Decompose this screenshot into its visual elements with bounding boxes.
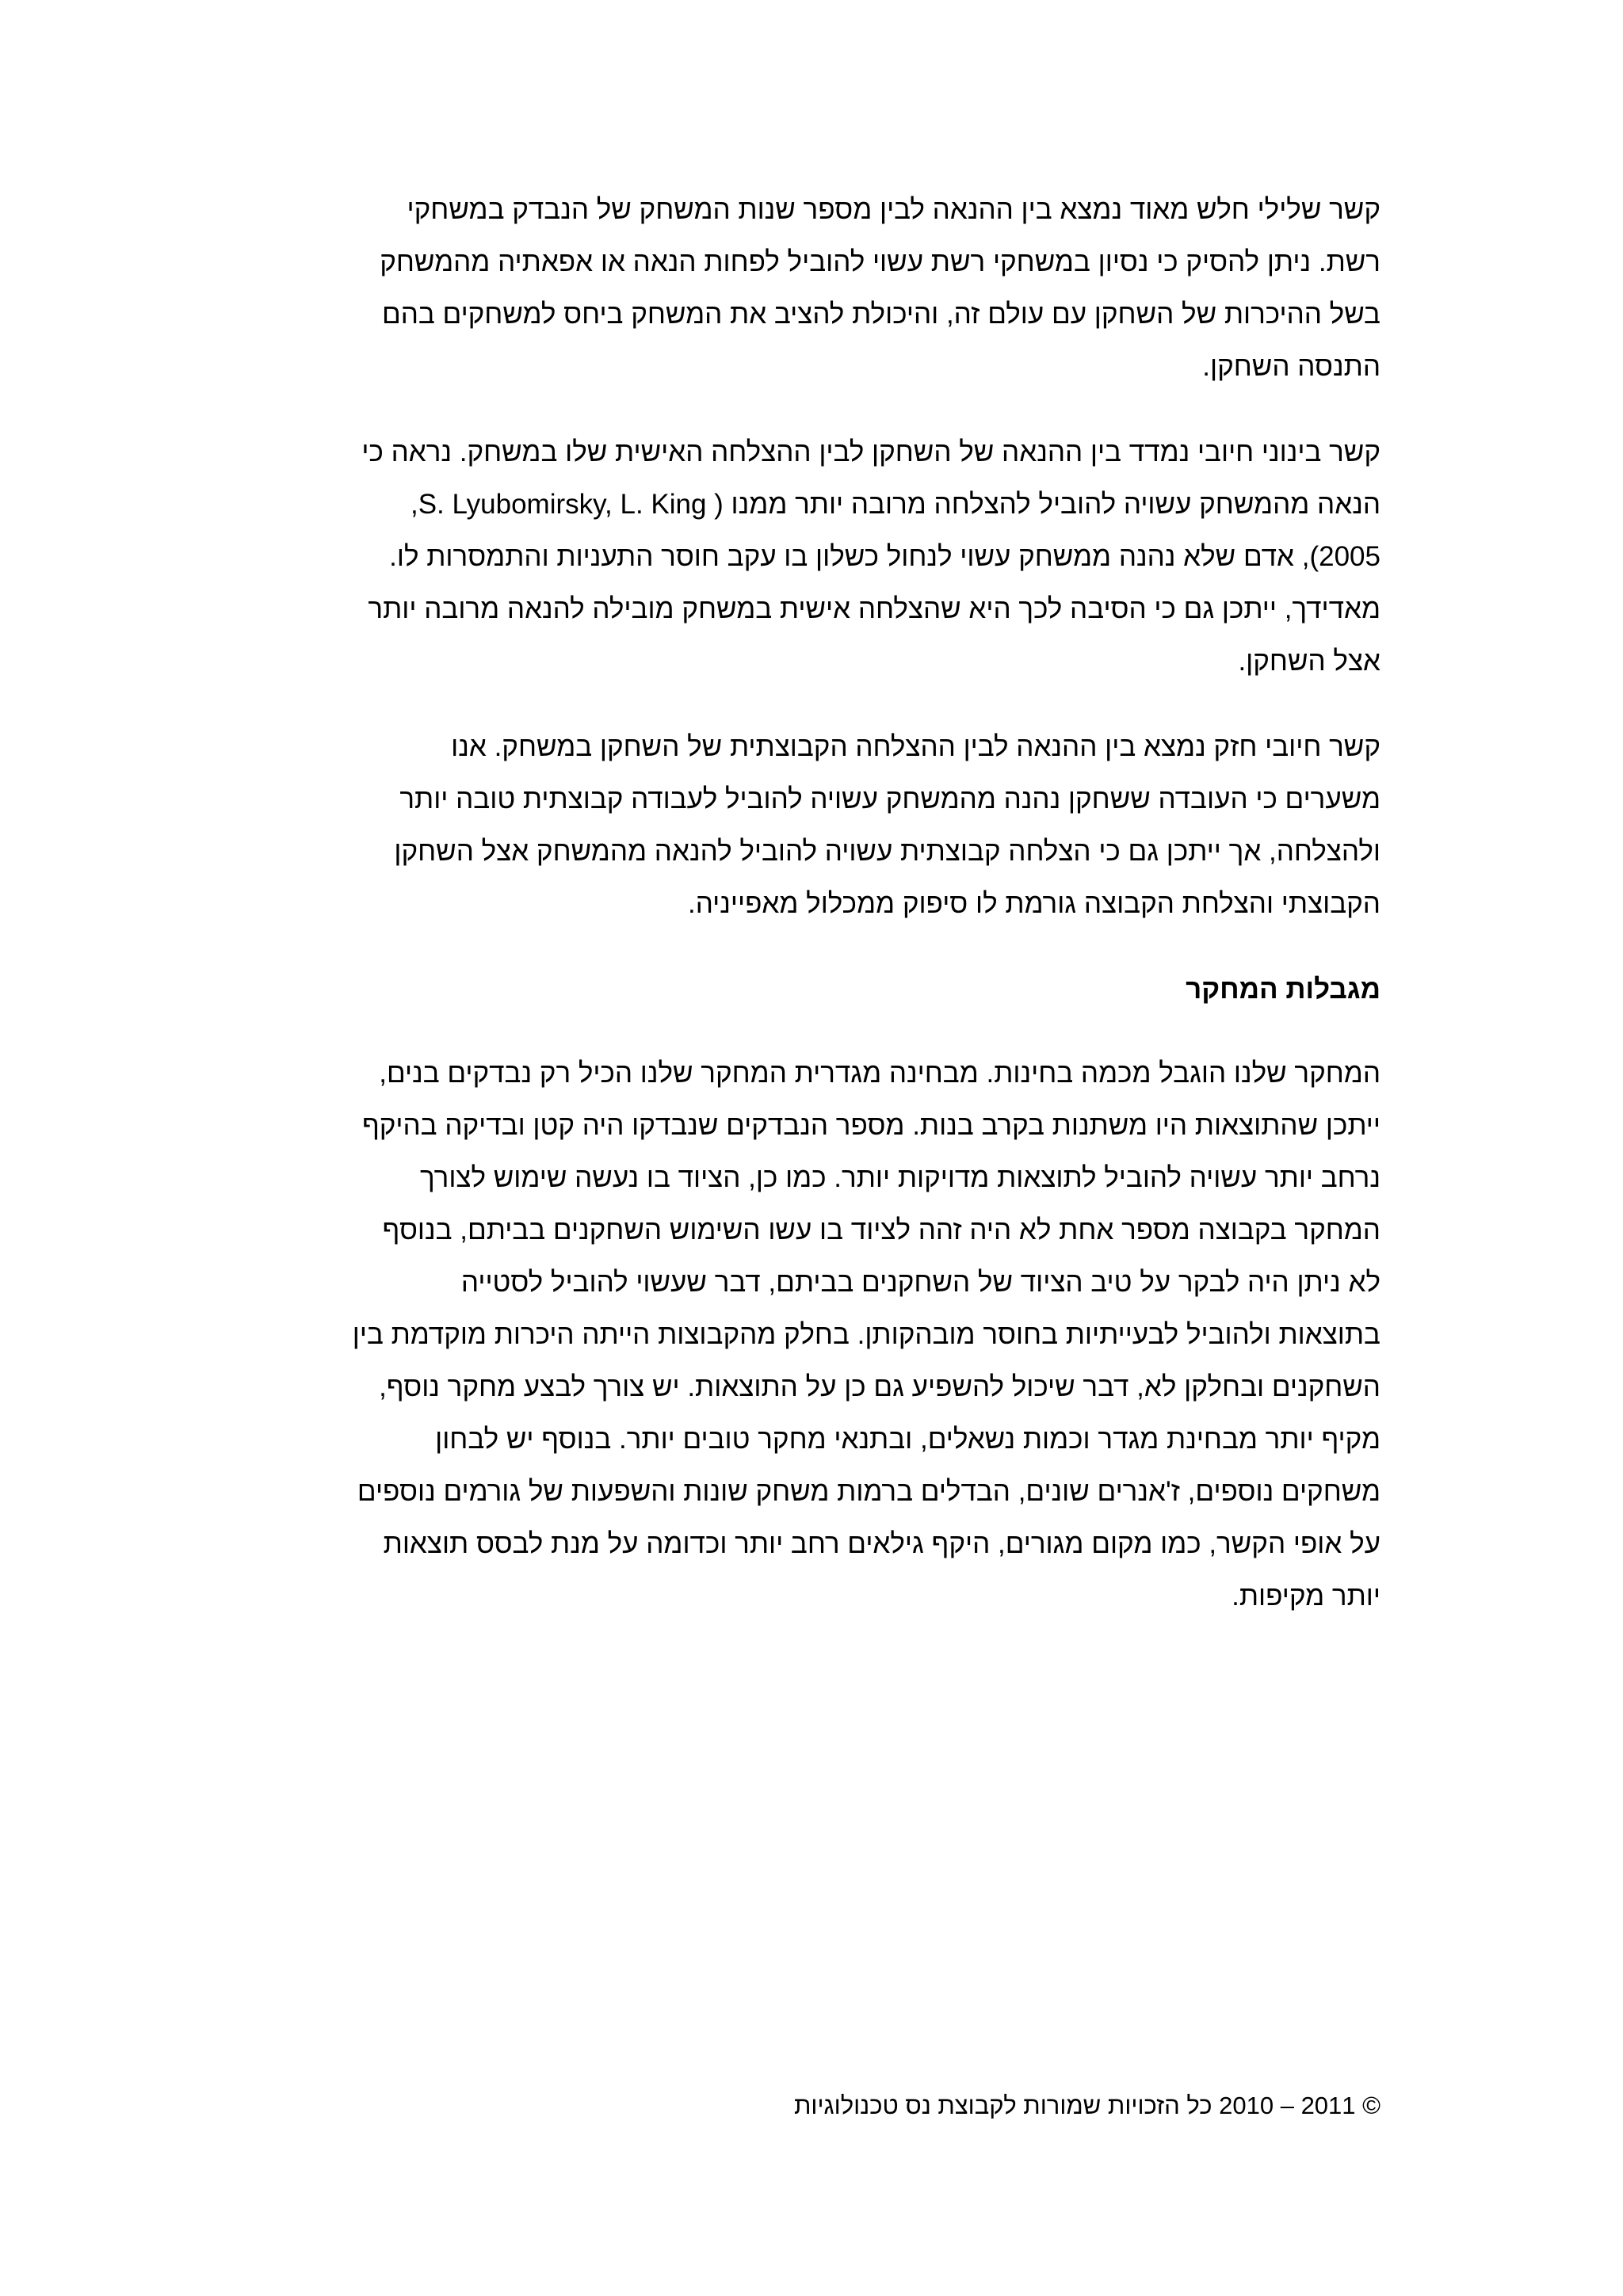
text-line: קשר חיובי חזק נמצא בין ההנאה לבין ההצלחה הקבוצתית של השחקן במשחק. אנו	[451, 731, 1381, 762]
text-line: משחקים נוספים, ז'אנרים שונים, הבדלים ברמות משחק שונות והשפעות של גורמים נוספים	[357, 1476, 1381, 1507]
text-line: אצל השחקן.	[1238, 646, 1381, 677]
paragraph-research-limitations	[231, 1047, 1381, 1623]
paragraph-personal-success	[231, 426, 1381, 688]
text-line: ייתכן שהתוצאות היו משתנות בקרב בנות. מספר הנבדקים שנבדקו היה קטן ובדיקה בהיקף	[361, 1110, 1381, 1141]
text-line: בשל ההיכרות של השחקן עם עולם זה, והיכולת להציב את המשחק ביחס למשחקים בהם	[381, 299, 1381, 330]
text-line: על אופי הקשר, כמו מקום מגורים, היקף גילאים רחב יותר וכדומה על מנת לבסס תוצאות	[383, 1528, 1381, 1559]
text-line: 2005), אדם שלא נהנה ממשחק עשוי לנחול כשלון בו עקב חוסר התעניות והתמסרות לו.	[389, 541, 1381, 572]
text-line: נרחב יותר עשויה להוביל לתוצאות מדויקות יותר. כמו כן, הציוד בו נעשה שימוש לצורך	[419, 1162, 1381, 1193]
text-line: לא ניתן היה לבקר על טיב הציוד של השחקנים בביתם, דבר שעשוי להוביל לסטייה	[460, 1267, 1381, 1298]
text-line: השחקנים ובחלקן לא, דבר שיכול להשפיע גם כן על התוצאות. יש צורך לבצע מחקר נוסף,	[379, 1371, 1381, 1402]
section-heading: מגבלות המחקר	[1186, 974, 1381, 1005]
text-line: מאדידך, ייתכן גם כי הסיבה לכך היא שהצלחה אישית במשחק מובילה להנאה מרובה יותר	[368, 593, 1381, 624]
paragraph-team-success	[231, 721, 1381, 930]
text-line: התנסה השחקן.	[1202, 351, 1381, 382]
text-line: קשר בינוני חיובי נמדד בין ההנאה של השחקן לבין ההצלחה האישית שלו במשחק. נראה כי	[361, 437, 1381, 467]
text-line: הקבוצתי והצלחת הקבוצה גורמת לו סיפוק ממכלול מאפייניה.	[687, 888, 1381, 919]
paragraph-network-experience	[231, 184, 1381, 393]
text-line: הנאה מהמשחק עשויה להוביל להצלחה מרובה יותר ממנו ( S. Lyubomirsky, L. King,	[410, 489, 1381, 520]
text-line: רשת. ניתן להסיק כי נסיון במשחקי רשת עשוי להוביל לפחות הנאה או אפאתיה מהמשחק	[380, 246, 1381, 277]
text-line: מקיף יותר מבחינת מגדר וכמות נשאלים, ובתנאי מחקר טובים יותר. בנוסף יש לבחון	[435, 1424, 1381, 1455]
text-line: בתוצאות ולהוביל לבעייתיות בחוסר מובהקותן. בחלק מהקבוצות הייתה היכרות מוקדמת בין	[352, 1319, 1381, 1350]
text-line: משערים כי העובדה ששחקן נהנה מהמשחק עשויה להוביל לעבודה קבוצתית טובה יותר	[399, 784, 1381, 814]
text-line: המחקר בקבוצה מספר אחת לא היה זהה לציוד בו עשו השימוש השחקנים בביתם, בנוסף	[382, 1215, 1381, 1245]
text-line: יותר מקיפות.	[1232, 1581, 1381, 1611]
text-line: ולהצלחה, אך ייתכן גם כי הצלחה קבוצתית עשויה להוביל להנאה מהמשחק אצל השחקן	[394, 836, 1381, 867]
copyright-footer: © 2011 – 2010 כל הזכויות שמורות לקבוצת נס טכנולוגיות	[794, 2092, 1381, 2119]
text-line: קשר שלילי חלש מאוד נמצא בין ההנאה לבין מספר שנות המשחק של הנבדק במשחקי	[407, 194, 1381, 225]
text-line: המחקר שלנו הוגבל מכמה בחינות. מבחינה מגדרית המחקר שלנו הכיל רק נבדקים בנים,	[379, 1058, 1381, 1089]
body-text	[231, 184, 1381, 1656]
